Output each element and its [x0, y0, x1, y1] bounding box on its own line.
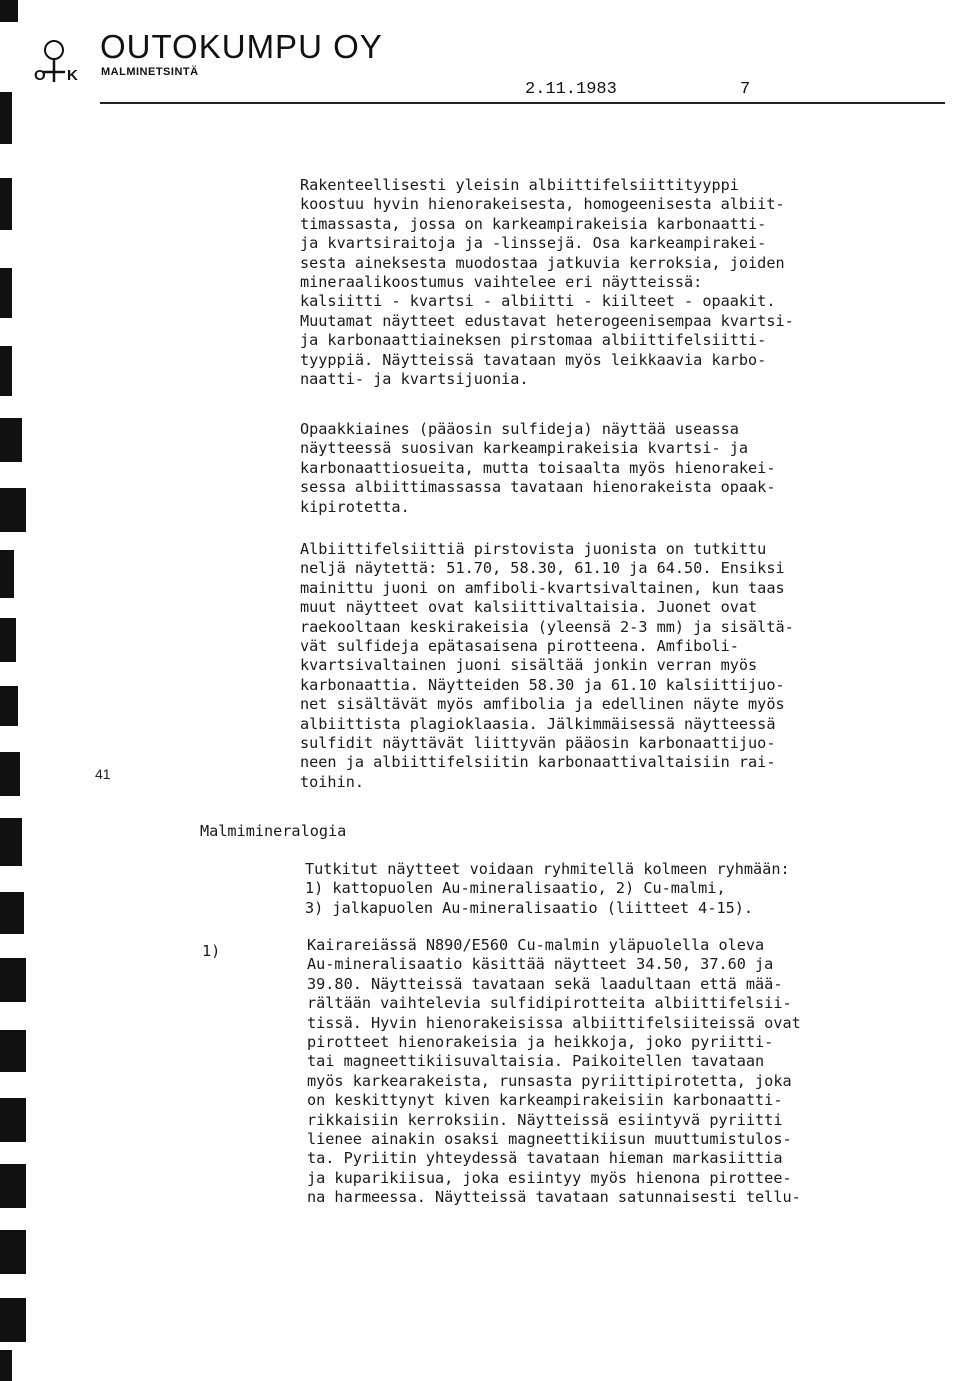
division-name: MALMINETSINTÄ	[101, 66, 199, 78]
binder-hole	[0, 1350, 12, 1381]
text-line: sesta aineksesta muodostaa jatkuvia kerroksia, joiden	[300, 253, 785, 272]
text-line: na harmeessa. Näytteissä tavataan satunnaisesti tellu-	[307, 1188, 801, 1207]
binder-hole	[0, 958, 26, 1002]
text-line: timassasta, jossa on karkeampirakeisia karbonaatti-	[300, 214, 767, 233]
logo-icon	[28, 38, 90, 88]
binder-hole	[0, 818, 22, 866]
binder-hole	[0, 1230, 26, 1274]
company-logo	[28, 38, 90, 88]
binder-hole	[0, 418, 22, 462]
text-line: Albiittifelsiittiä pirstovista juonista on tutkittu	[300, 540, 767, 558]
binder-hole	[0, 686, 18, 726]
text-line: tissä. Hyvin hienorakeisissa albiittifelsiiteissä ovat	[307, 1013, 801, 1032]
text-line: ta. Pyriitin yhteydessä tavataan hieman markasiittia	[307, 1149, 783, 1168]
text-line: toihin.	[300, 772, 365, 791]
binder-hole	[0, 1298, 26, 1342]
company-name: OUTOKUMPU OY	[100, 28, 383, 65]
text-line: kvartsivaltainen juoni sisältää jonkin verran myös	[300, 656, 758, 675]
text-line: Rakenteellisesti yleisin albiittifelsiittityyppi	[300, 176, 739, 194]
text-line: Muutamat näytteet edustavat heterogeenisempaa kvartsi-	[300, 311, 794, 330]
text-line: vät sulfideja epätasaisena pirotteena. Amfiboli-	[300, 637, 739, 656]
text-line: Tutkitut näytteet voidaan ryhmitellä kolmeen ryhmään:	[305, 860, 790, 878]
paragraph-2	[300, 420, 950, 517]
text-line: naatti- ja kvartsijuonia.	[300, 370, 529, 389]
svg-text:K: K	[67, 67, 78, 84]
binder-hole	[0, 892, 24, 934]
paragraph-4	[305, 860, 955, 918]
paragraph-5	[307, 936, 957, 1208]
page-number: 7	[740, 80, 751, 99]
text-line: albiittista plagioklaasia. Jälkimmäisessä näytteessä	[300, 714, 776, 733]
svg-text:O: O	[34, 67, 46, 84]
text-line: kalsiitti - kvartsi - albiitti - kiilteet - opaakit.	[300, 292, 776, 311]
text-line: neljä näytettä: 51.70, 58.30, 61.10 ja 64.50. Ensiksi	[300, 559, 785, 578]
text-line: Opaakkiaines (pääosin sulfideja) näyttää useassa	[300, 420, 739, 438]
binder-hole	[0, 0, 18, 22]
text-line: mainittu juoni on amfiboli-kvartsivaltainen, kun taas	[300, 578, 785, 597]
text-line: Au-mineralisaatio käsittää näytteet 34.50, 37.60 ja	[307, 955, 774, 974]
text-line: karbonaattia. Näytteiden 58.30 ja 61.10 kalsiittijuo-	[300, 675, 785, 694]
text-line: on keskittynyt kiven karkeampirakeisiin karbonaatti-	[307, 1091, 783, 1110]
text-line: neen ja albiittifelsiitin karbonaattivaltaisiin rai-	[300, 753, 776, 772]
binder-hole	[0, 1164, 26, 1208]
text-line: 39.80. Näytteissä tavataan sekä laadultaan että mää-	[307, 974, 783, 993]
text-line: 3) jalkapuolen Au-mineralisaatio (liitteet 4-15).	[305, 898, 754, 917]
binder-hole	[0, 488, 26, 532]
binder-hole	[0, 550, 14, 598]
text-line: sessa albiittimassassa tavataan hienorakeista opaak-	[300, 478, 776, 497]
text-line: sulfidit näyttävät liittyvän pääosin karbonaattijuo-	[300, 734, 776, 753]
text-line: karbonaattiosueita, mutta toisaalta myös hienorakei-	[300, 458, 776, 477]
paragraph-3	[300, 540, 950, 792]
header-rule	[100, 102, 945, 104]
binder-strip	[0, 0, 30, 1381]
text-line: ja kuparikiisua, joka esiintyy myös hienona pirottee-	[307, 1168, 792, 1187]
text-line: 1) kattopuolen Au-mineralisaatio, 2) Cu-malmi,	[305, 879, 726, 898]
paragraph-1	[300, 176, 950, 389]
section-heading: Malmimineralogia	[200, 822, 347, 840]
binder-hole	[0, 92, 12, 144]
text-line: rikkaisiin kerroksiin. Näytteissä esiintyvä pyriitti	[307, 1110, 783, 1129]
text-line: näytteessä suosivan karkeampirakeisia kvartsi- ja	[300, 439, 749, 458]
text-line: rältään vaihtelevia sulfidipirotteita albiittifelsii-	[307, 994, 792, 1013]
document-date: 2.11.1983	[525, 80, 617, 99]
text-line: tyyppiä. Näytteissä tavataan myös leikkaavia karbo-	[300, 350, 767, 369]
text-line: tai magneettikiisuvaltaisia. Paikoitellen tavataan	[307, 1052, 765, 1071]
binder-hole	[0, 346, 12, 396]
text-line: pirotteet hienorakeisia ja heikkoja, joko pyriitti-	[307, 1033, 774, 1052]
binder-hole	[0, 618, 16, 662]
text-line: net sisältävät myös amfibolia ja edellinen näyte myös	[300, 695, 785, 714]
binder-hole	[0, 1030, 26, 1072]
binder-hole	[0, 752, 20, 796]
text-line: myös karkearakeista, runsasta pyriittipirotetta, joka	[307, 1071, 792, 1090]
margin-number: 41	[95, 766, 111, 782]
text-line: ja karbonaattiaineksen pirstomaa albiittifelsiitti-	[300, 331, 767, 350]
binder-hole	[0, 268, 12, 318]
list-marker: 1)	[202, 942, 221, 960]
text-line: Kairareiässä N890/E560 Cu-malmin yläpuolella oleva	[307, 936, 765, 954]
text-line: mineraalikoostumus vaihtelee eri näytteissä:	[300, 273, 703, 292]
text-line: muut näytteet ovat kalsiittivaltaisia. Juonet ovat	[300, 598, 758, 617]
text-line: ja kvartsiraitoja ja -linssejä. Osa karkeampirakei-	[300, 234, 767, 253]
binder-hole	[0, 1098, 26, 1142]
text-line: lienee ainakin osaksi magneettikiisun muuttumistulos-	[307, 1130, 792, 1149]
text-line: koostuu hyvin hienorakeisesta, homogeenisesta albiit-	[300, 195, 785, 214]
binder-hole	[0, 178, 12, 230]
text-line: raekooltaan keskirakeisia (yleensä 2-3 mm) ja sisältä-	[300, 617, 794, 636]
text-line: kipirotetta.	[300, 497, 410, 516]
